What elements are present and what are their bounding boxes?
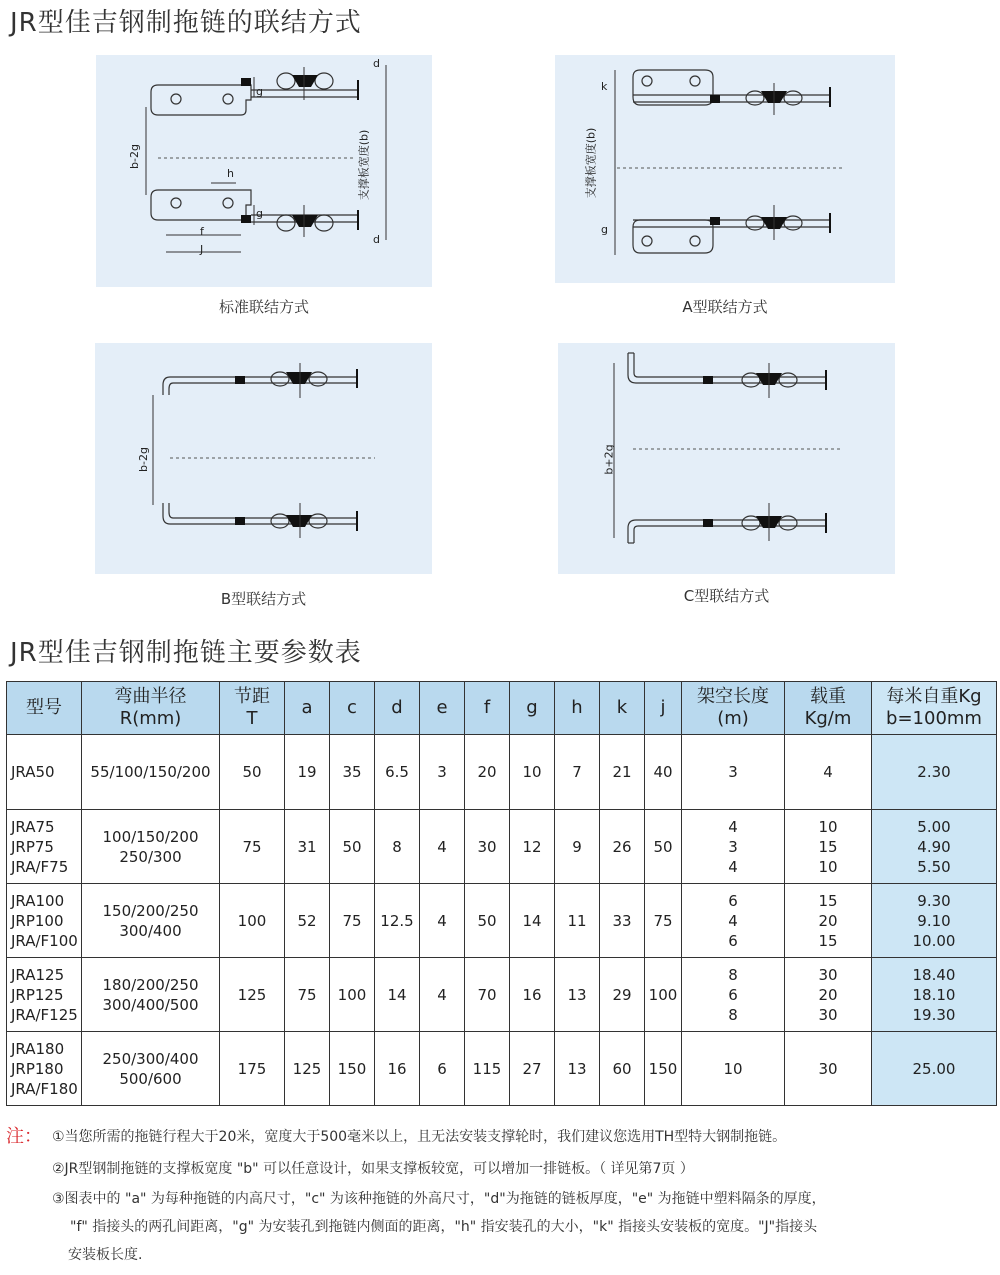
dim-label-h: h <box>227 167 234 180</box>
cell-h: 13 <box>555 958 600 1032</box>
header-k: k <box>600 682 645 735</box>
table-row <box>7 810 997 884</box>
cell-span: 10 <box>682 1032 785 1106</box>
diagram-standard-drawing <box>96 55 432 287</box>
cell-d: 12.5 <box>375 884 420 958</box>
header-load: 载重 Kg/m <box>785 682 872 735</box>
header-j: j <box>645 682 682 735</box>
cell-g: 14 <box>510 884 555 958</box>
cell-k: 29 <box>600 958 645 1032</box>
cell-g: 10 <box>510 735 555 810</box>
cell-span: 3 <box>682 735 785 810</box>
note-1: ①当您所需的拖链行程大于20米，宽度大于500毫米以上，且无法安装支撑轮时，我们建议您选用TH型特大钢制拖链。 <box>52 1129 787 1145</box>
dim-label-d-bottom: d <box>373 233 380 246</box>
caption-standard: 标准联结方式 <box>218 298 309 316</box>
cell-c: 35 <box>330 735 375 810</box>
cell-model: JRA125 JRP125 JRA/F125 <box>7 958 82 1032</box>
cell-radius: 55/100/150/200 <box>82 735 220 810</box>
header-weight: 每米自重Kg b=100mm <box>872 682 997 735</box>
cell-radius: 100/150/200 250/300 <box>82 810 220 884</box>
note-3: ③图表中的 "a" 为每种拖链的内高尺寸，"c" 为该种拖链的外高尺寸，"d"为拖链的链板厚度，"e" 为拖链中塑料隔条的厚度， <box>52 1191 826 1207</box>
table-row <box>7 884 997 958</box>
notes-label: 注： <box>6 1126 42 1147</box>
cell-load: 30 <box>785 1032 872 1106</box>
diagram-type-b <box>95 343 432 574</box>
table-row <box>7 735 997 810</box>
cell-d: 8 <box>375 810 420 884</box>
cell-j: 40 <box>645 735 682 810</box>
cell-weight: 18.40 18.10 19.30 <box>872 958 997 1032</box>
cell-e: 4 <box>420 958 465 1032</box>
cell-a: 31 <box>285 810 330 884</box>
header-a: a <box>285 682 330 735</box>
header-g: g <box>510 682 555 735</box>
cell-span: 6 4 6 <box>682 884 785 958</box>
cell-f: 115 <box>465 1032 510 1106</box>
cell-c: 150 <box>330 1032 375 1106</box>
table-row <box>7 958 997 1032</box>
dim-label-b2g: b-2g <box>127 144 141 169</box>
cell-d: 6.5 <box>375 735 420 810</box>
caption-type-b: B型联结方式 <box>220 590 307 608</box>
header-span: 架空长度 (m) <box>682 682 785 735</box>
diagram-standard <box>96 55 432 287</box>
header-pitch: 节距 T <box>220 682 285 735</box>
cell-model: JRA180 JRP180 JRA/F180 <box>7 1032 82 1106</box>
cell-pitch: 75 <box>220 810 285 884</box>
cell-h: 7 <box>555 735 600 810</box>
header-e: e <box>420 682 465 735</box>
cell-a: 19 <box>285 735 330 810</box>
caption-type-c: C型联结方式 <box>683 587 770 605</box>
cell-k: 60 <box>600 1032 645 1106</box>
cell-radius: 250/300/400 500/600 <box>82 1032 220 1106</box>
dim-label-j: J <box>200 243 204 256</box>
cell-model: JRA50 <box>7 735 82 810</box>
cell-c: 50 <box>330 810 375 884</box>
cell-load: 10 15 10 <box>785 810 872 884</box>
cell-pitch: 175 <box>220 1032 285 1106</box>
parameter-table <box>6 681 997 1106</box>
cell-load: 30 20 30 <box>785 958 872 1032</box>
cell-h: 13 <box>555 1032 600 1106</box>
cell-span: 8 6 8 <box>682 958 785 1032</box>
cell-d: 14 <box>375 958 420 1032</box>
dim-label-d-top: d <box>373 57 380 70</box>
cell-h: 11 <box>555 884 600 958</box>
diagram-type-c <box>558 343 895 574</box>
cell-e: 4 <box>420 884 465 958</box>
cell-g: 27 <box>510 1032 555 1106</box>
cell-model: JRA100 JRP100 JRA/F100 <box>7 884 82 958</box>
dim-label-f: f <box>200 225 204 238</box>
cell-weight: 25.00 <box>872 1032 997 1106</box>
cell-f: 50 <box>465 884 510 958</box>
cell-span: 4 3 4 <box>682 810 785 884</box>
section2-title: JR型佳吉钢制拖链主要参数表 <box>10 638 362 668</box>
cell-g: 16 <box>510 958 555 1032</box>
cell-weight: 2.30 <box>872 735 997 810</box>
header-radius: 弯曲半径 R(mm) <box>82 682 220 735</box>
note-4: "f" 指接头的两孔间距离，"g" 为安装孔到拖链内侧面的距离，"h" 指安装孔的大小，"k" 指接头安装板的宽度。"J"指接头 <box>70 1219 818 1235</box>
header-c: c <box>330 682 375 735</box>
cell-c: 100 <box>330 958 375 1032</box>
cell-a: 125 <box>285 1032 330 1106</box>
cell-weight: 5.00 4.90 5.50 <box>872 810 997 884</box>
cell-pitch: 125 <box>220 958 285 1032</box>
cell-pitch: 50 <box>220 735 285 810</box>
note-5: 安装板长度. <box>68 1247 143 1263</box>
note-2: ②JR型钢制拖链的支撑板宽度 "b" 可以任意设计，如果支撑板较宽，可以增加一排链板。（ 详见第7页 ） <box>52 1161 694 1177</box>
cell-k: 26 <box>600 810 645 884</box>
cell-a: 52 <box>285 884 330 958</box>
cell-j: 100 <box>645 958 682 1032</box>
cell-k: 33 <box>600 884 645 958</box>
cell-d: 16 <box>375 1032 420 1106</box>
cell-a: 75 <box>285 958 330 1032</box>
table-header-row <box>7 682 997 735</box>
cell-pitch: 100 <box>220 884 285 958</box>
cell-e: 3 <box>420 735 465 810</box>
dim-label-width-a: 支撑板宽度(b) <box>584 127 598 199</box>
diagram-type-a <box>555 55 895 283</box>
dim-label-g-top: g <box>256 85 263 98</box>
cell-load: 4 <box>785 735 872 810</box>
dim-label-g-bottom: g <box>256 207 263 220</box>
cell-j: 150 <box>645 1032 682 1106</box>
cell-h: 9 <box>555 810 600 884</box>
cell-radius: 150/200/250 300/400 <box>82 884 220 958</box>
cell-load: 15 20 15 <box>785 884 872 958</box>
cell-j: 75 <box>645 884 682 958</box>
cell-c: 75 <box>330 884 375 958</box>
header-f: f <box>465 682 510 735</box>
cell-k: 21 <box>600 735 645 810</box>
section1-title: JR型佳吉钢制拖链的联结方式 <box>10 8 362 38</box>
cell-g: 12 <box>510 810 555 884</box>
dim-label-g-a: g <box>601 223 608 236</box>
cell-model: JRA75 JRP75 JRA/F75 <box>7 810 82 884</box>
dim-label-b2g-b: b-2g <box>136 447 150 472</box>
header-model: 型号 <box>7 682 82 735</box>
cell-f: 30 <box>465 810 510 884</box>
header-h: h <box>555 682 600 735</box>
cell-f: 70 <box>465 958 510 1032</box>
caption-type-a: A型联结方式 <box>682 298 768 316</box>
cell-e: 4 <box>420 810 465 884</box>
cell-e: 6 <box>420 1032 465 1106</box>
cell-j: 50 <box>645 810 682 884</box>
table-row <box>7 1032 997 1106</box>
header-d: d <box>375 682 420 735</box>
cell-weight: 9.30 9.10 10.00 <box>872 884 997 958</box>
dim-label-width: 支撑板宽度(b) <box>357 129 371 201</box>
dim-label-b2g-c: b+2g <box>602 444 616 475</box>
cell-radius: 180/200/250 300/400/500 <box>82 958 220 1032</box>
dim-label-k: k <box>601 80 608 93</box>
cell-f: 20 <box>465 735 510 810</box>
